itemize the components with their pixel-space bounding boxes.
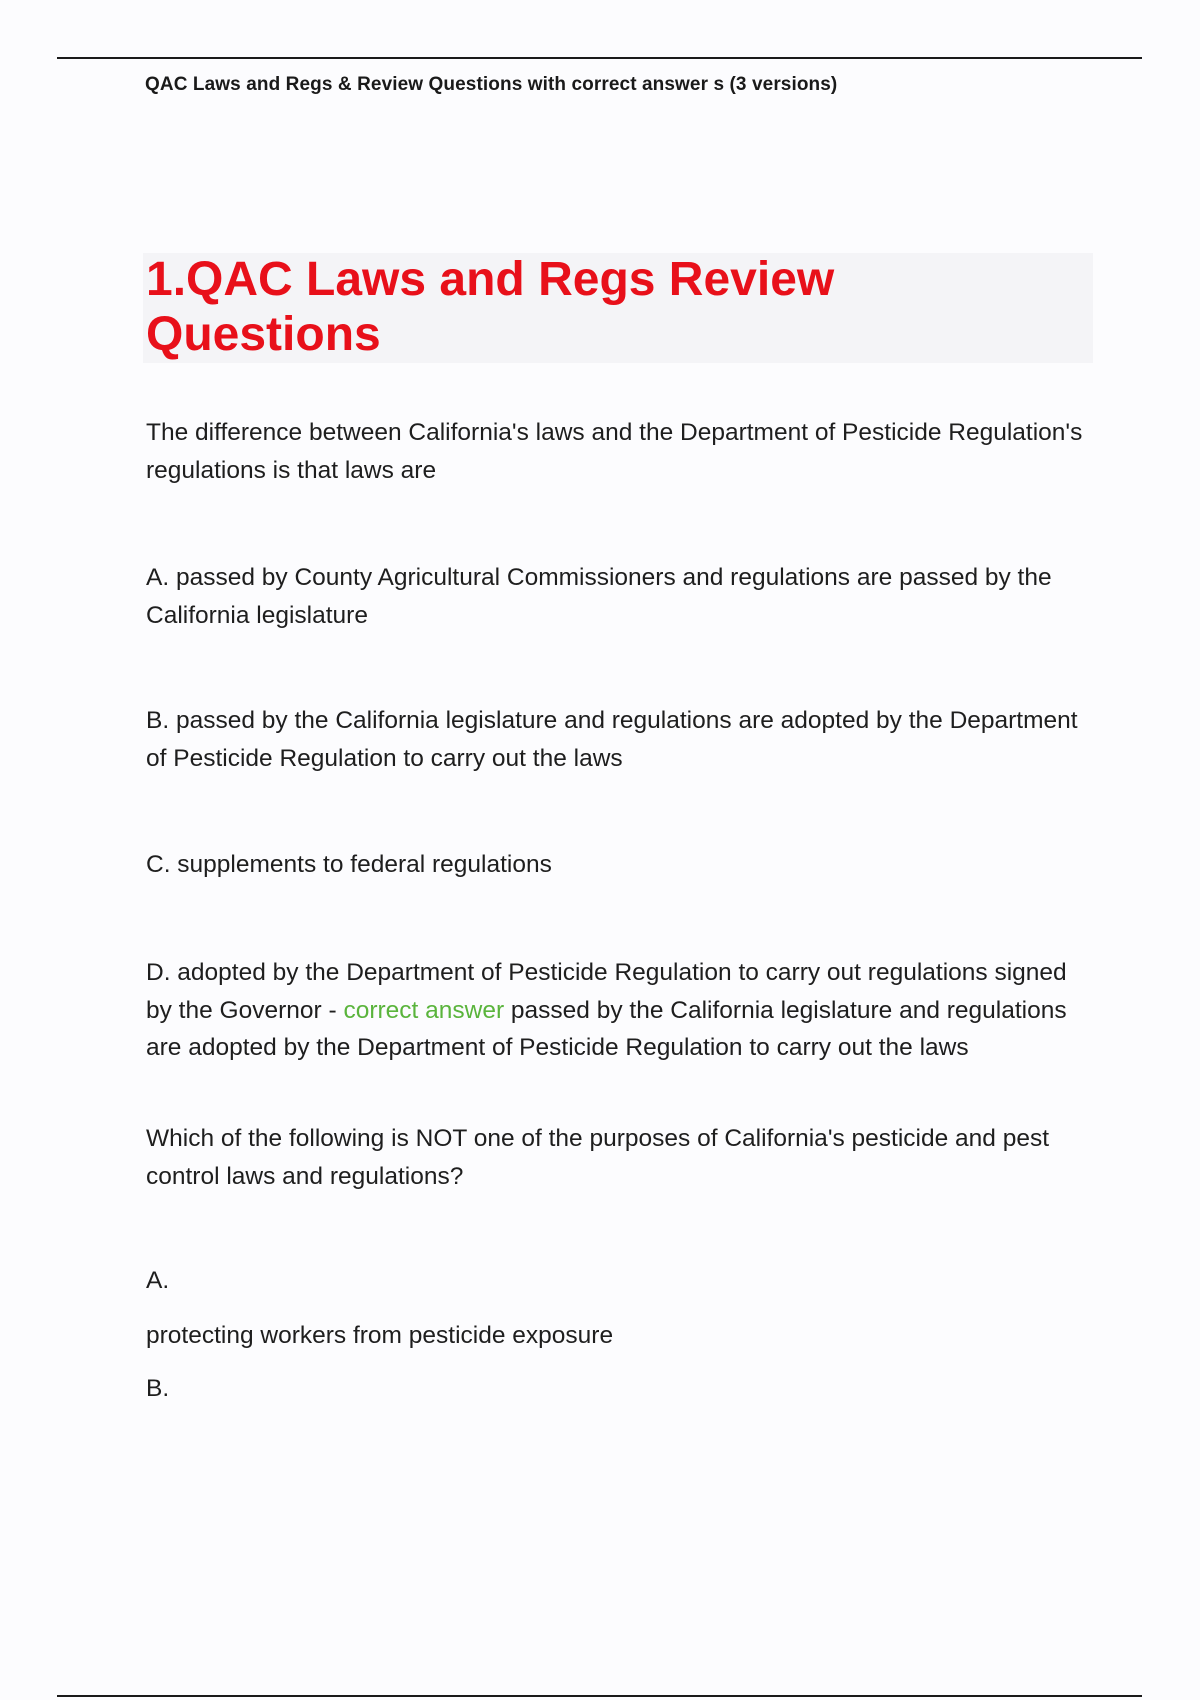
question-1-option-a: A. passed by County Agricultural Commissioners and regulations are passed by the California legislature [146,564,1052,629]
question-1-option-d [146,954,1086,1067]
running-header: QAC Laws and Regs & Review Questions with correct answer s (3 versions) [145,74,838,95]
question-2-option-a-label: A. [146,1267,170,1294]
question-1-option-b: B. passed by the California legislature and regulations are adopted by the Department of Pesticide Regulation to carry out the laws [146,707,1078,772]
question-2-option-b-label: B. [146,1375,170,1402]
question-2-option-a-text: protecting workers from pesticide exposure [146,1322,614,1349]
option-d-text: D. adopted by the Department of Pesticide Regulation to carry out regulations signed by the Governor - [146,959,1067,1024]
correct-answer-text: passed by the California legislature and regulations are adopted by the Department of Pesticide Regulation to carry out the laws [146,996,1067,1061]
question-2-stem: Which of the following is NOT one of the purposes of California's pesticide and pest control laws and regulations? [146,1125,1050,1190]
bottom-rule [57,1695,1142,1697]
section-title: 1.QAC Laws and Regs Review Questions [146,253,835,361]
question-1-option-c: C. supplements to federal regulations [146,851,552,878]
top-rule [57,57,1142,59]
question-1-stem: The difference between California's laws and the Department of Pesticide Regulation's regulations is that laws are [146,419,1083,484]
correct-answer-label: correct answer [343,996,505,1024]
